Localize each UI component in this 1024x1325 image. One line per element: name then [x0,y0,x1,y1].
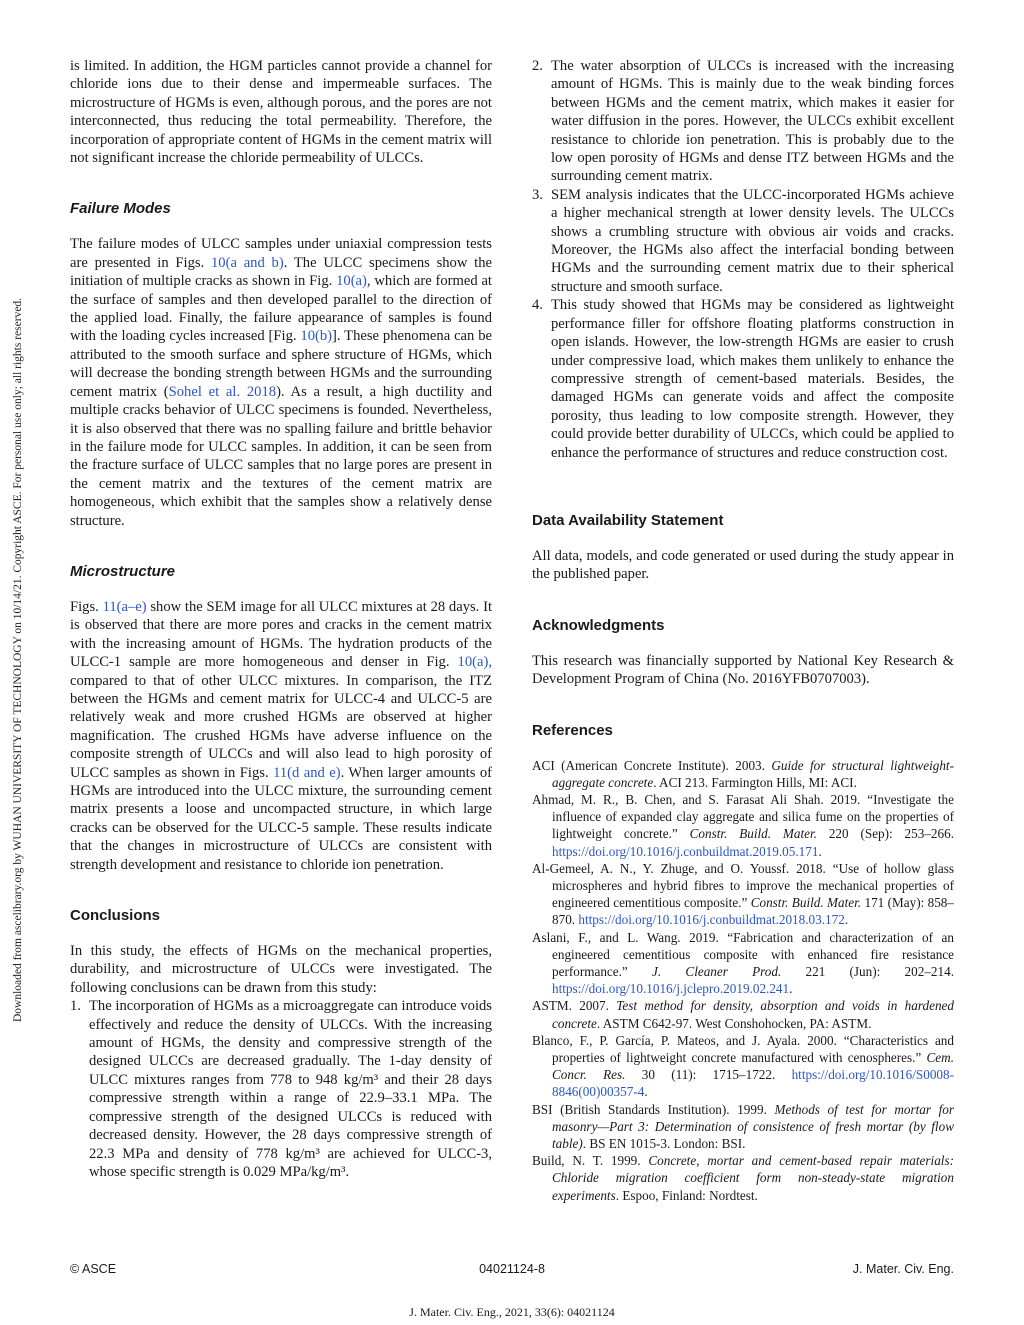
bottom-citation: J. Mater. Civ. Eng., 2021, 33(6): 04021124 [409,1305,615,1319]
doi-link[interactable]: https://doi.org/10.1016/j.conbuildmat.2018.03.172 [578,912,845,928]
ref-text: Blanco, F., P. García, P. Mateos, and J. Ayala. 2000. “Characteristics and properties of lightweight concrete manufactured with cenospheres.” [532,1032,954,1066]
reference-item [532,1152,954,1204]
doi-link[interactable]: https://doi.org/10.1016/S0008-8846(00)00357-4 [552,1067,954,1100]
figure-link[interactable]: 10(a), [457,654,492,671]
ref-journal: Constr. Build. Mater. [750,895,862,911]
ref-text: Aslani, F., and L. Wang. 2019. “Fabrication and characterization of an engineered cementitious composite with enhanced fire resistance performance.” [532,929,954,979]
ref-text: 221 (Jun): 202–214. [781,964,954,979]
ref-title: Test method for density, absorption and voids in hardened concrete [552,998,954,1031]
heading-conclusions: Conclusions [70,907,161,925]
footer-page-number: 04021124-8 [479,1262,545,1276]
ref-journal: Cem. Concr. Res. [552,1050,954,1083]
figure-link[interactable]: 10(a and b) [210,254,284,271]
text-run: . The ULCC specimens show the initiation of multiple cracks as shown in Fig. [70,254,492,290]
ref-text: . BS EN 1015-3. London: BSI. [582,1136,746,1152]
ref-text: . [818,843,822,859]
paragraph-conclusions-intro: In this study, the effects of HGMs on the mechanical properties, durability, and microstructure of ULCCs were investigated. The following conclusions can be drawn from this study: [70,943,492,996]
text-run: ]. These phenomena can be attributed to the smooth surface and sphere structure of HGMs, which will decrease the bonding strength between HGMs and the surrounding cement matrix ( [70,328,492,400]
ref-text: BSI (British Standards Institution). 1999. [532,1101,775,1117]
text-run: , which are formed at the surface of samples and then developed parallel to the direction of the applied load. Finally, the failure appearance of samples is found with the loading cycles increased [Fig. [70,273,492,345]
reference-item [532,997,954,1031]
heading-microstructure: Microstructure [70,562,176,580]
ref-text: 171 (May): 858–870. [552,895,954,928]
list-text: The incorporation of HGMs as a microaggregate can introduce voids effectively and reduce the density of ULCCs. With the increasing amount of HGMs, the density and compressive strength of the designed ULCCs are decreased gradually. The 1-day density of ULCC mixtures ranges from 778 to 948 kg/m³ and their 28 days compressive strength within a range of 22.9–33.1 MPa. The compressive strength of the designed ULCCs is reduced with decreased density. However, the 28 days compressive strength of 22.3 MPa and density of 778 kg/m³ are achieved for ULCC-3, whose specific strength is 0.029 MPa/kg/m³. [89,998,492,1180]
ref-text: . [644,1084,648,1100]
ref-title: Concrete, mortar and cement-based repair materials: Chloride migration coefficient form non-steady-state migration experiments [552,1153,954,1203]
list-item [70,997,492,1181]
text-run: compared to that of other ULCC mixtures. In comparison, the ITZ between the HGMs and cement matrix for ULCC-4 and ULCC-5 are relatively weak and more crushed HGMs are observed at higher magnification. The crushed HGMs have adverse influence on the composite strength of ULCCs and will also lead to high porosity of ULCC samples as shown in Figs. [70,672,492,781]
heading-acknowledgments: Acknowledgments [532,616,665,634]
figure-link[interactable]: 10(b) [300,328,333,345]
ref-text: ACI (American Concrete Institute). 2003. [532,757,772,773]
doi-link[interactable]: https://doi.org/10.1016/j.jclepro.2019.02.241 [552,981,790,997]
left-column [70,57,492,1181]
footer-copyright: © ASCE [70,1262,117,1276]
reference-item [532,860,954,929]
paragraph-acknowledgments: This research was financially supported by National Key Research & Development Program of China (No. 2016YFB0707003). [532,652,954,688]
paragraph-intro: is limited. In addition, the HGM particles cannot provide a channel for chloride ions due to their dense and impermeable surfaces. The microstructure of HGMs is even, although porous, and the pores are not interconnected, thus reducing the total permeability. Therefore, the incorporation of appropriate content of HGMs in the cement matrix will not significant increase the chloride permeability of ULCCs. [70,58,492,167]
ref-text: Al-Gemeel, A. N., Y. Zhuge, and O. Youssf. 2018. “Use of hollow glass microspheres and hybrid fibres to improve the mechanical properties of engineered cementitious composite.” [532,860,954,911]
list-number: 3. [532,186,543,203]
text-run: . When larger amounts of HGMs are introduced into the ULCC mixture, the surrounding cement matrix presents a loose and uncompacted structure, in which large cracks can be observed for the ULCC-5 sample. These results indicate that the changes in microstructure of ULCCs are consistent with strength development and resistance to chloride ion penetration. [70,764,492,873]
text-run: show the SEM image for all ULCC mixtures at 28 days. It is observed that there are more pores and cracks in the cement matrix with the increasing amount of HGMs. The hydration products of the ULCC-1 sample are more homogeneous and denser in Fig. [70,598,492,671]
right-column [532,57,954,1204]
ref-text: . ASTM C642-97. West Conshohocken, PA: ASTM. [596,1015,872,1031]
ref-text: . [844,912,849,928]
ref-text: Build, N. T. 1999. [532,1153,649,1169]
download-notice: Downloaded from ascelibrary.org by WUHAN UNIVERSITY OF TECHNOLOGY on 10/14/21. Copyright ASCE. For personal use only; all rights reserved. [12,297,24,1023]
reference-item [532,1032,954,1101]
list-number: 2. [532,58,543,74]
figure-link[interactable]: 11(a–e) [102,598,147,615]
footer-journal: J. Mater. Civ. Eng. [852,1262,954,1276]
reference-item [532,929,954,998]
list-item [532,296,954,462]
conclusions-list-right [532,57,954,462]
text-run: The failure modes of ULCC samples under uniaxial compression tests are presented in Figs. [70,236,492,271]
paragraph-failure-modes [70,235,492,530]
ref-text: . Espoo, Finland: Nordtest. [615,1187,758,1203]
conclusions-list-left [70,997,492,1181]
list-number: 1. [70,998,81,1015]
ref-journal: Constr. Build. Mater. [689,826,817,842]
reference-item [532,1101,954,1153]
list-item [532,186,954,296]
ref-journal: J. Cleaner Prod. [652,964,782,979]
ref-title: Guide for structural lightweight-aggregate concrete [552,757,954,790]
ref-text: . [789,981,793,997]
heading-failure-modes: Failure Modes [70,200,171,218]
citation-link[interactable]: Sohel et al. 2018 [168,383,277,400]
reference-item [532,791,954,860]
list-text: SEM analysis indicates that the ULCC-incorporated HGMs achieve a higher mechanical strength at lower density levels. The ULCCs shows a crumbling structure with obvious air voids and cracks. Moreover, the HGMs also affect the interfacial bonding between HGMs and the surrounding cement matrix due to their spherical structure and smooth surface. [551,186,954,295]
reference-item [532,757,954,791]
list-text: The water absorption of ULCCs is increased with the increasing amount of HGMs. This is mainly due to the weak binding forces between HGMs and the cement matrix, which makes it easier for water diffusion in the pores. However, the ULCCs exhibit excellent resistance to chloride ion penetration. This is probably due to the low open porosity of HGMs and dense ITZ between HGMs and the surrounding cement matrix. [551,58,954,185]
ref-text: 30 (11): 1715–1722. [625,1067,792,1083]
list-item [532,57,954,186]
ref-text: ASTM. 2007. [532,998,617,1014]
ref-text: Ahmad, M. R., B. Chen, and S. Farasat Ali Shah. 2019. “Investigate the influence of expanded clay aggregate and silica fume on the properties of lightweight concrete.” [532,791,954,842]
text-run: Figs. [70,598,103,615]
list-number: 4. [532,297,543,314]
figure-link[interactable]: 11(d and e) [273,764,341,781]
doi-link[interactable]: https://doi.org/10.1016/j.conbuildmat.2019.05.171 [552,843,819,859]
paragraph-data-availability: All data, models, and code generated or used during the study appear in the published paper. [532,547,954,583]
references-list [532,757,954,1204]
paragraph-microstructure [70,598,492,874]
text-run: ). As a result, a high ductility and multiple cracks behavior of ULCC specimens is founded. Nevertheless, it is also observed that there was no spalling failure and brittle behavior in the failure mode for ULCC samples. In addition, it can be seen from the fracture surface of ULCC samples that no large pores are present in the cement matrix and the textures of the cement matrix are homogeneous, which exhibit that the samples show a relatively dense structure. [70,383,492,529]
ref-text: 220 (Sep): 253–266. [816,826,954,842]
heading-references: References [532,721,613,739]
list-text: This study showed that HGMs may be considered as lightweight performance filler for offshore floating platforms construction in open islands. However, the low-strength HGMs are easier to crush under compressive load, which makes them unlikely to enhance the compressive strength of cement-based materials. Besides, the damaged HGMs can generate voids and affect the composite porosity, thus leading to low composite strength. However, they could provide better durability of ULCCs, which could be applied to enhance the performance of structures and reduce construction cost. [551,297,954,461]
figure-link[interactable]: 10(a) [336,273,367,290]
ref-text: . ACI 213. Farmington Hills, MI: ACI. [653,774,857,790]
heading-data-availability: Data Availability Statement [532,511,724,529]
ref-title: Methods of test for mortar for masonry—Part 3: Determination of consistence of fresh mortar (by flow table) [552,1101,954,1152]
